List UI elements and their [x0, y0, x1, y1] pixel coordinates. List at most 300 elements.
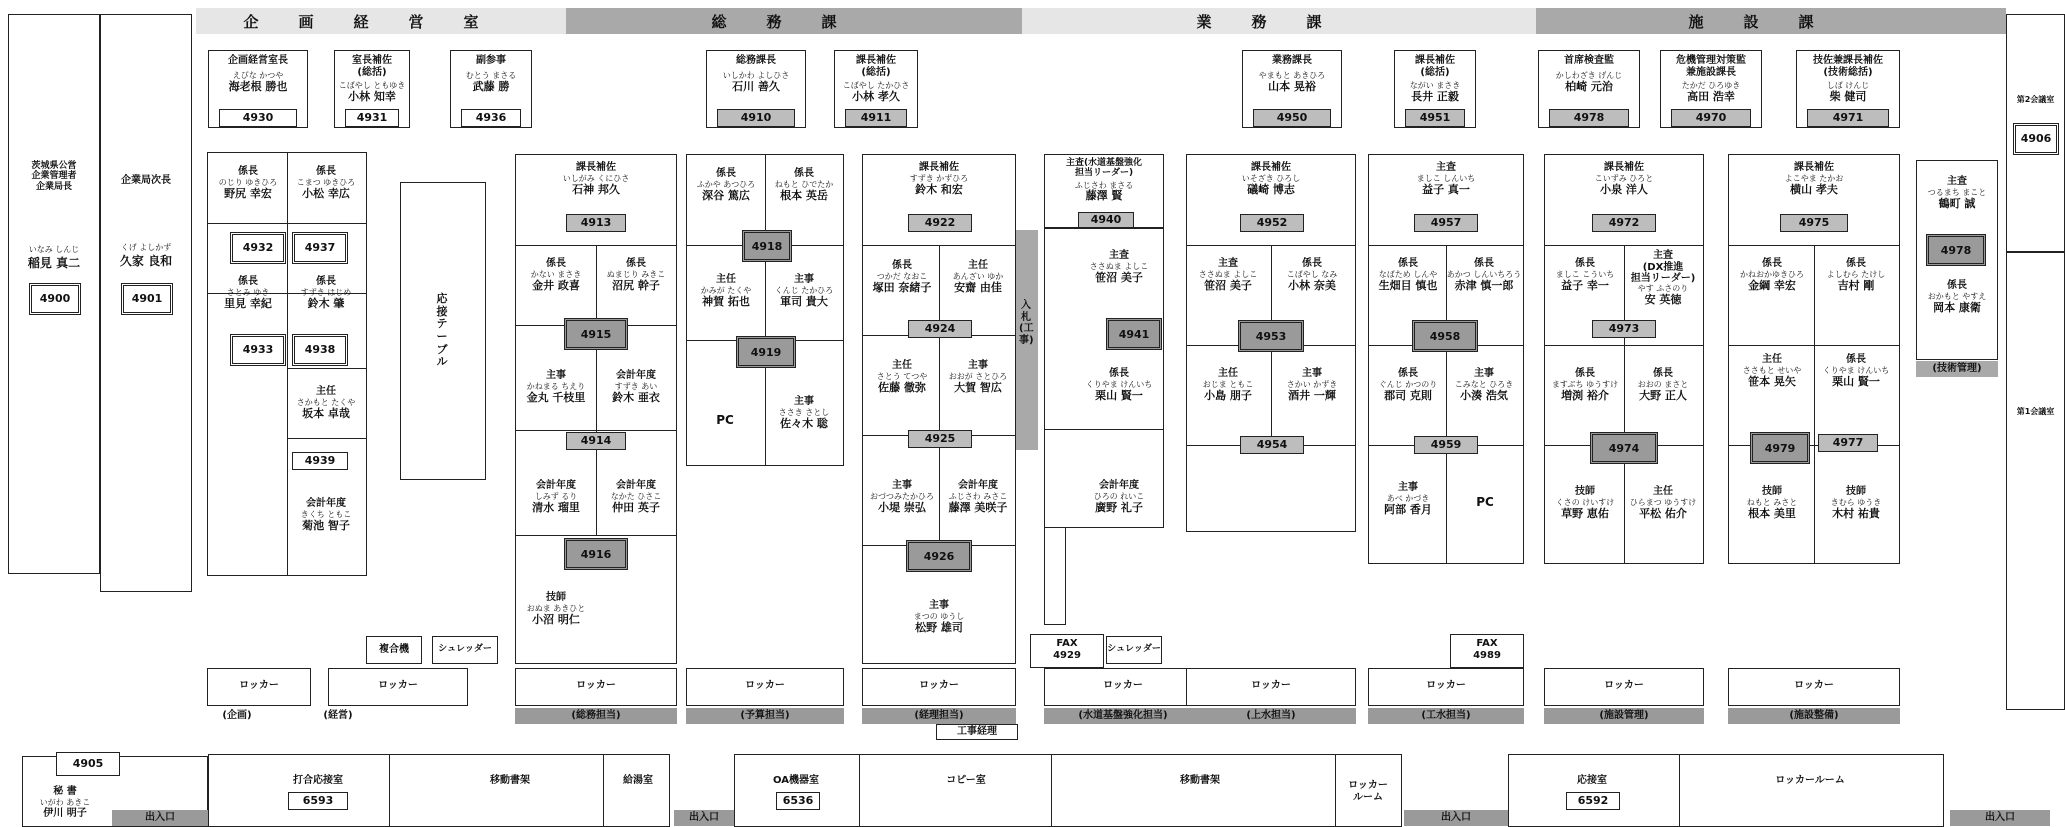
exec-ext: 4970	[1671, 109, 1751, 127]
staff-role: 会計年度	[536, 480, 576, 491]
staff-kana: あかつ しんいちろう	[1446, 270, 1522, 279]
staff-role: 主任	[1653, 486, 1673, 497]
staff-role: 係長	[1398, 368, 1418, 379]
staff-kana: ますぶち ゆうすけ	[1551, 380, 1619, 389]
exec-name: 山本 晃裕	[1268, 80, 1316, 93]
staff-name: 平松 佑介	[1639, 507, 1687, 520]
staff-name: 根本 英岳	[780, 189, 828, 202]
extension-number: 4952	[1240, 214, 1304, 232]
fax-1-label: FAX 4929	[1053, 638, 1081, 661]
staff-role: 係長	[1762, 258, 1782, 269]
staff-name: 郡司 克則	[1384, 389, 1432, 402]
exec-name: 長井 正毅	[1411, 90, 1459, 103]
staff-role: 係長	[1846, 354, 1866, 365]
staff-name: 鈴木 肇	[307, 297, 345, 310]
shredder-2-label: シュレッダー	[1107, 644, 1161, 654]
staff-name: 栗山 賢一	[1095, 389, 1143, 402]
entrance-1[interactable]: 出入口	[112, 810, 208, 826]
locker-label: ロッカー	[919, 680, 959, 691]
shredder-label: シュレッダー	[438, 644, 492, 654]
team-label: (予算担当)	[686, 708, 844, 724]
exec-kana: たかだ ひろゆき	[1681, 81, 1741, 90]
exec-name: 柏崎 元治	[1565, 80, 1613, 93]
locker-label: ロッカー	[745, 680, 785, 691]
staff-name: 清水 瑠里	[532, 501, 580, 514]
staff-kana: あんざい ゆか	[952, 272, 1004, 281]
staff-role: 係長	[238, 166, 258, 177]
staff-kana: ぐんじ かつのり	[1378, 380, 1438, 389]
staff-role: 係長	[546, 258, 566, 269]
staff-name: 藤澤 美咲子	[948, 501, 1008, 514]
staff-kana: さかもと たくや	[296, 398, 356, 407]
meeting-reception-label: 打合応接室	[293, 775, 343, 786]
staff-name: 根本 美里	[1748, 507, 1796, 520]
locker-label: ロッカー	[576, 680, 616, 691]
staff-name: 小沼 明仁	[532, 613, 580, 626]
staff-role: 係長	[1109, 368, 1129, 379]
pc-label: PC	[716, 413, 734, 427]
deputy-ext: 4901	[121, 283, 173, 315]
exec-role: 課長補佐 (総括)	[856, 55, 896, 78]
oa-room-ext: 6536	[776, 792, 820, 810]
extension-number: 4915	[564, 318, 628, 350]
reception-table-label: 応接テーブル	[436, 292, 448, 369]
extension-number: 4926	[906, 540, 972, 572]
staff-name: 大賀 智広	[954, 381, 1002, 394]
staff-role: 主事	[892, 480, 912, 491]
staff-role: 主事	[1474, 368, 1494, 379]
staff-kana: いしがみ くにひさ	[562, 174, 630, 183]
staff-kana: やす ふさのり	[1637, 284, 1689, 293]
staff-kana: さとう てつや	[876, 372, 928, 381]
staff-role: 係長	[1947, 280, 1967, 291]
extension-number: 4973	[1592, 320, 1656, 338]
staff-role: 会計年度	[1099, 480, 1139, 491]
staff-name: 岡本 康衛	[1933, 301, 1981, 314]
staff-role: 主査	[1436, 162, 1456, 173]
exec-role: 総務課長	[736, 55, 776, 66]
staff-kana: なかた ひさこ	[610, 492, 662, 501]
staff-role: 課長補佐	[1251, 162, 1291, 173]
header-general: 総務課	[566, 8, 1022, 34]
staff-role: 主査	[1947, 176, 1967, 187]
staff-kana: ふかや あつひろ	[696, 180, 756, 189]
exec-kana: やまもと あきひろ	[1258, 71, 1326, 80]
meeting-room-1-label: 第1会議室	[2016, 407, 2055, 416]
exec-ext: 4930	[219, 109, 297, 127]
locker-room-v: ロッカー ルーム	[1348, 780, 1388, 803]
staff-kana: まつの ゆうし	[913, 612, 965, 621]
staff-kana: くんじ たかひろ	[774, 286, 834, 295]
extension-number: 4919	[736, 336, 796, 368]
staff-role: 係長	[1653, 368, 1673, 379]
locker	[1544, 668, 1704, 706]
staff-name: 鈴木 和宏	[915, 183, 963, 196]
exec-name: 海老根 勝也	[228, 80, 288, 93]
entrance-3[interactable]: 出入口	[1404, 810, 1508, 826]
locker	[515, 668, 677, 706]
exec-box	[334, 50, 410, 128]
staff-name: 笹本 晃矢	[1748, 375, 1796, 388]
water-head-role: 主査(水道基盤強化 担当リーダー)	[1065, 158, 1143, 179]
locker-label: ロッカー	[1426, 680, 1466, 691]
exec-box	[834, 50, 918, 128]
locker-label: ロッカー	[1794, 680, 1834, 691]
staff-name: 小島 朋子	[1204, 389, 1252, 402]
exec-role: 首席検査監	[1564, 55, 1614, 66]
staff-kana: ぬまじり みきこ	[606, 270, 666, 279]
staff-role: 主任	[716, 274, 736, 285]
extension-number: 4916	[564, 538, 628, 570]
extension-number: 4974	[1590, 432, 1658, 464]
staff-kana: ましこ しんいち	[1416, 174, 1476, 183]
locker	[1186, 668, 1356, 706]
staff-role: 課長補佐	[919, 162, 959, 173]
staff-role: 主事	[1302, 368, 1322, 379]
exec-role: 課長補佐 (総括)	[1415, 55, 1455, 78]
exec-box	[1660, 50, 1762, 128]
staff-role: 会計年度	[958, 480, 998, 491]
staff-role: 係長	[1302, 258, 1322, 269]
exec-kana: むとう まさる	[465, 71, 517, 80]
staff-kana: こみなと ひろき	[1454, 380, 1514, 389]
staff-name: 阿部 香月	[1384, 503, 1432, 516]
staff-kana: かねおかゆきひろ	[1740, 270, 1804, 279]
exec-role: 業務課長	[1272, 55, 1312, 66]
director-name: 稲見 真二	[27, 256, 81, 270]
locker	[207, 668, 311, 706]
fax-1[interactable]	[1030, 634, 1104, 668]
exec-role: 技佐兼課長補佐 (技術総括)	[1813, 55, 1883, 78]
header-planning: 企画経営室	[196, 8, 566, 34]
staff-role: 技師	[1762, 486, 1782, 497]
staff-role: 主任	[1762, 354, 1782, 365]
staff-role: 係長	[1575, 258, 1595, 269]
staff-role: 会計年度	[306, 498, 346, 509]
extension-number: 4972	[1592, 214, 1656, 232]
staff-kana: つかだ なおこ	[876, 272, 928, 281]
deputy-area	[100, 14, 192, 592]
staff-kana: ひらまつ ゆうすけ	[1629, 498, 1697, 507]
staff-role: 主任	[968, 260, 988, 271]
staff-role: 係長	[1398, 258, 1418, 269]
staff-role: 主事	[1398, 482, 1418, 493]
exec-role: 副参事	[476, 55, 506, 66]
header-business: 業務課	[1022, 8, 1536, 34]
exec-ext: 4910	[717, 109, 795, 127]
locker	[686, 668, 844, 706]
deputy-kana: くげ よしかず	[120, 243, 172, 252]
meeting-room-2[interactable]	[2006, 14, 2065, 252]
meeting-room-1[interactable]	[2006, 252, 2065, 710]
staff-role: 係長	[716, 168, 736, 179]
staff-name: 野尻 幸宏	[224, 187, 272, 200]
staff-role: 係長	[1474, 258, 1494, 269]
reception-room-ext: 6592	[1566, 792, 1620, 810]
exec-name: 小林 孝久	[852, 90, 900, 103]
extension-number: 4957	[1414, 214, 1478, 232]
copier[interactable]	[366, 636, 422, 664]
staff-kana: すずき かずひろ	[909, 174, 969, 183]
staff-role: 主査 (DX推進 担当リーダー)	[1630, 250, 1696, 284]
staff-role: 係長	[892, 260, 912, 271]
staff-kana: のじり ゆきひろ	[218, 178, 278, 187]
shredder-2[interactable]	[1106, 636, 1162, 664]
staff-name: 木村 祐貴	[1832, 507, 1880, 520]
mobile-shelf-1: 移動書架	[490, 775, 530, 786]
staff-kana: くさの けいすけ	[1555, 498, 1615, 507]
mobile-shelf-2: 移動書架	[1180, 775, 1220, 786]
staff-kana: よこやま たかお	[1784, 174, 1844, 183]
staff-role: 主事	[794, 274, 814, 285]
exec-ext: 4911	[845, 109, 907, 127]
extension-number: 4925	[908, 430, 972, 448]
staff-kana: なばため しんや	[1378, 270, 1438, 279]
exec-ext: 4978	[1549, 109, 1629, 127]
staff-name: 笹沼 美子	[1204, 279, 1252, 292]
locker-label: ロッカー	[239, 680, 279, 691]
exec-name: 高田 浩幸	[1687, 90, 1735, 103]
staff-role: 係長	[316, 276, 336, 287]
staff-kana: おじま ともこ	[1202, 380, 1254, 389]
staff-name: 廣野 礼子	[1095, 501, 1143, 514]
deputy-name: 久家 良和	[119, 254, 173, 268]
staff-name: 笹沼 美子	[1095, 271, 1143, 284]
staff-role: 会計年度	[616, 370, 656, 381]
staff-name: 安 英徳	[1644, 293, 1682, 306]
reception-table	[400, 182, 486, 480]
staff-name: 坂本 卓哉	[302, 407, 350, 420]
header-facilities: 施設課	[1536, 8, 2006, 34]
team-label: (上水担当)	[1186, 708, 1356, 724]
staff-name: 菊池 智子	[302, 519, 350, 532]
staff-name: 塚田 奈緒子	[872, 281, 932, 294]
exec-ext: 4951	[1405, 109, 1465, 127]
exec-ext: 4931	[345, 109, 399, 127]
exec-kana: しば けんじ	[1826, 81, 1870, 90]
staff-role: 技師	[1846, 486, 1866, 497]
industrial-pc: PC	[1476, 495, 1494, 509]
extension-number: 4979	[1750, 432, 1810, 464]
staff-kana: おおの まさと	[1637, 380, 1689, 389]
staff-kana: しみず るり	[534, 492, 578, 501]
staff-name: 益子 幸一	[1561, 279, 1609, 292]
staff-name: 鶴町 誠	[1938, 197, 1976, 210]
extension-number: 4958	[1412, 320, 1478, 352]
extension-number: 4959	[1414, 436, 1478, 454]
extension-number: 4978	[1926, 234, 1986, 266]
staff-role: 係長	[626, 258, 646, 269]
staff-name: 軍司 貴大	[780, 295, 828, 308]
staff-kana: こばやし なみ	[1286, 270, 1338, 279]
staff-kana: ねもと みさと	[1746, 498, 1798, 507]
staff-name: 金綱 幸宏	[1748, 279, 1796, 292]
staff-name: 深谷 篤広	[702, 189, 750, 202]
exec-box	[706, 50, 806, 128]
staff-name: 小林 奈美	[1288, 279, 1336, 292]
exec-kana: いしかわ よしひさ	[722, 71, 790, 80]
locker	[328, 668, 468, 706]
exec-box	[1242, 50, 1342, 128]
staff-role: 係長	[316, 166, 336, 177]
fax-2[interactable]	[1450, 634, 1524, 668]
staff-name: 礒崎 博志	[1247, 183, 1295, 196]
extension-number: 4975	[1780, 214, 1848, 232]
locker-label: ロッカー	[378, 680, 418, 691]
director-title: 茨城県公営 企業管理者 企業局長	[31, 161, 77, 192]
exec-name: 武藤 勝	[472, 80, 510, 93]
secretary-name: 伊川 明子	[43, 808, 87, 819]
staff-role: 主任	[892, 360, 912, 371]
staff-role: 課長補佐	[1604, 162, 1644, 173]
staff-role: 係長	[794, 168, 814, 179]
meeting-reception-ext: 6593	[288, 792, 348, 810]
staff-name: 大野 正人	[1639, 389, 1687, 402]
extension-number: 4977	[1818, 434, 1878, 452]
team-label: (施設管理)	[1544, 708, 1704, 724]
staff-name: 小松 幸広	[302, 187, 350, 200]
staff-kana: ささぬま よしこ	[1089, 262, 1149, 271]
meeting-room-2-ext: 4906	[2013, 123, 2059, 155]
exec-ext: 4950	[1253, 109, 1331, 127]
staff-name: 小堤 崇弘	[878, 501, 926, 514]
staff-role: 技師	[1575, 486, 1595, 497]
team-label: (工水担当)	[1368, 708, 1524, 724]
staff-name: 仲田 英子	[612, 501, 660, 514]
staff-kana: おおが さとひろ	[948, 372, 1008, 381]
exec-box	[208, 50, 308, 128]
reception-room-label: 応接室	[1577, 775, 1607, 786]
staff-kana: ささぬま よしこ	[1198, 270, 1258, 279]
exec-name: 柴 健司	[1829, 90, 1867, 103]
staff-kana: かない まさき	[530, 270, 582, 279]
director-ext: 4900	[29, 283, 81, 315]
secretary-role: 秘 書	[53, 786, 77, 797]
exec-kana: ながい まさき	[1409, 81, 1461, 90]
staff-kana: かねまる ちえり	[526, 382, 586, 391]
director-area	[8, 14, 100, 574]
staff-name: 松野 雄司	[915, 621, 963, 634]
team-label: (経営)	[323, 710, 353, 721]
staff-kana: きむら ゆうき	[1830, 498, 1882, 507]
entrance-4[interactable]: 出入口	[1950, 810, 2050, 826]
staff-kana: おかもと やすえ	[1927, 292, 1987, 301]
copy-room-label: コピー室	[946, 775, 986, 786]
staff-name: 鈴木 亜衣	[612, 391, 660, 404]
water-head-name: 藤澤 賢	[1085, 189, 1123, 202]
staff-name: 増渕 裕介	[1561, 389, 1609, 402]
staff-role: 係長	[1846, 258, 1866, 269]
staff-kana: ましこ こういち	[1555, 270, 1615, 279]
exec-ext: 4936	[461, 109, 521, 127]
staff-role: 主任	[1218, 368, 1238, 379]
works-accounting: 工事経理	[936, 724, 1018, 740]
staff-name: 小泉 洋人	[1600, 183, 1648, 196]
secretary-kana: いがわ あきこ	[39, 798, 91, 807]
staff-kana: ねもと ひでたか	[774, 180, 834, 189]
exec-kana: かしわざき げんじ	[1555, 71, 1623, 80]
staff-kana: こまつ ゆきひろ	[296, 178, 356, 187]
deputy-title: 企業局次長	[121, 175, 171, 186]
staff-name: 吉村 剛	[1837, 279, 1875, 292]
extension-number: 4932	[230, 232, 286, 264]
extension-number: 4933	[230, 334, 286, 366]
staff-kana: つるまち まこと	[1927, 188, 1987, 197]
locker	[1728, 668, 1900, 706]
staff-kana: こいずみ ひろと	[1594, 174, 1654, 183]
staff-kana: くりやま けんいち	[1085, 380, 1153, 389]
staff-kana: すずき はじめ	[300, 288, 352, 297]
staff-role: 主査	[1218, 258, 1238, 269]
locker-label: ロッカー	[1103, 680, 1143, 691]
staff-name: 赤津 慎一郎	[1454, 279, 1514, 292]
staff-role: 主事	[968, 360, 988, 371]
locker-label: ロッカー	[1251, 680, 1291, 691]
bid-label-bar	[1016, 230, 1038, 450]
entrance-2[interactable]: 出入口	[674, 810, 734, 826]
staff-kana: おづつみたかひろ	[870, 492, 934, 501]
extension-number: 4939	[292, 452, 348, 470]
staff-role: 主査	[1109, 250, 1129, 261]
staff-name: 里見 幸紀	[224, 297, 272, 310]
staff-kana: さとみ ゆき	[226, 288, 270, 297]
locker	[862, 668, 1016, 706]
staff-role: 主事	[794, 396, 814, 407]
staff-name: 佐々木 聡	[780, 417, 828, 430]
staff-name: 生畑目 慎也	[1378, 279, 1438, 292]
tech-label: (技術管理)	[1916, 361, 1998, 377]
exec-kana: えびな かつや	[232, 71, 284, 80]
locker	[1368, 668, 1524, 706]
staff-name: 横山 孝夫	[1790, 183, 1838, 196]
exec-role: 室長補佐 (総括)	[352, 55, 392, 78]
team-label: (企画)	[222, 710, 252, 721]
exec-kana: こばやし ともゆき	[338, 81, 406, 90]
fax-2-label: FAX 4989	[1473, 638, 1501, 661]
exec-box	[1796, 50, 1900, 128]
staff-kana: ひろの れいこ	[1093, 492, 1145, 501]
staff-kana: おぬま あきひと	[526, 604, 586, 613]
staff-name: 金井 政喜	[532, 279, 580, 292]
staff-name: 益子 真一	[1422, 183, 1470, 196]
exec-role: 企画経営室長	[228, 55, 288, 66]
exec-box	[1394, 50, 1476, 128]
oa-room-label: OA機器室	[773, 775, 819, 786]
water-head-ext: 4940	[1078, 212, 1134, 228]
staff-kana: ささき さとし	[778, 408, 830, 417]
extension-number: 4938	[292, 334, 348, 366]
staff-kana: よしむら たけし	[1826, 270, 1886, 279]
staff-name: 安齋 由佳	[954, 281, 1002, 294]
shredder[interactable]	[432, 636, 498, 664]
extension-number: 4937	[292, 232, 348, 264]
staff-name: 沼尻 幹子	[612, 279, 660, 292]
extension-number: 4954	[1240, 436, 1304, 454]
team-label: (総務担当)	[515, 708, 677, 724]
staff-kana: さかい かずき	[1286, 380, 1338, 389]
exec-ext: 4971	[1807, 109, 1889, 127]
water-head-kana: ふじさわ まさる	[1074, 181, 1134, 190]
extension-number: 4922	[908, 214, 972, 232]
bid-label: 入札(工事)	[1019, 300, 1034, 346]
team-label: (施設整備)	[1728, 708, 1900, 724]
staff-name: 石神 邦久	[572, 183, 620, 196]
kitchen-label: 給湯室	[623, 775, 653, 786]
staff-role: 係長	[1575, 368, 1595, 379]
director-kana: いなみ しんじ	[28, 245, 80, 254]
extension-number: 4924	[908, 320, 972, 338]
exec-name: 石川 善久	[732, 80, 780, 93]
